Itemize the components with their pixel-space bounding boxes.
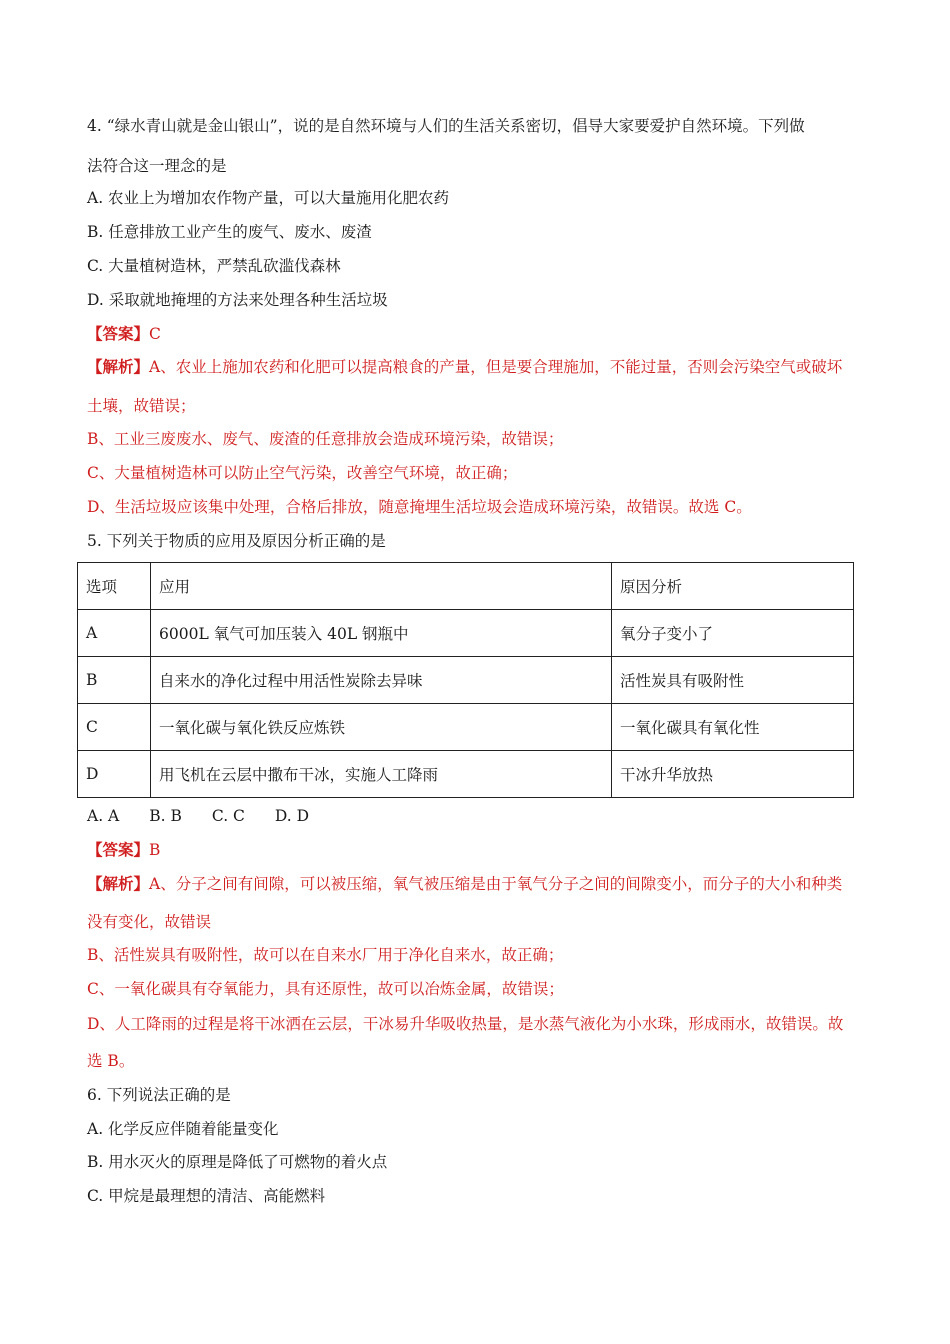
table-header-row xyxy=(78,563,854,610)
row-application: 一氧化碳与氧化铁反应炼铁 xyxy=(151,704,612,751)
row-option: D xyxy=(78,751,151,798)
q5-explanation-line3: B、活性炭具有吸附性，故可以在自来水厂用于净化自来水，故正确； xyxy=(87,946,564,964)
answer-value: C xyxy=(149,325,161,343)
row-application: 6000L 氧气可加压装入 40L 钢瓶中 xyxy=(151,610,612,657)
q5-table xyxy=(77,562,854,798)
header-application: 应用 xyxy=(151,563,612,610)
q5-choices xyxy=(87,806,339,826)
q4-stem-line1: 4. “绿水青山就是金山银山”，说的是自然环境与人们的生活关系密切，倡导大家要爱护自然环境。下列做 xyxy=(87,117,805,135)
answer-value: B xyxy=(149,841,161,859)
row-option: B xyxy=(78,657,151,704)
answer-label: 【答案】 xyxy=(87,840,150,859)
row-reason: 活性炭具有吸附性 xyxy=(612,657,854,704)
table-row xyxy=(78,657,854,704)
choice-d: D. D xyxy=(274,807,310,825)
q4-stem-line2: 法符合这一理念的是 xyxy=(87,157,227,175)
q6-option-c: C. 甲烷是最理想的清洁、高能燃料 xyxy=(87,1187,326,1205)
row-option: C xyxy=(78,704,151,751)
q6-option-b: B. 用水灭火的原理是降低了可燃物的着火点 xyxy=(87,1153,388,1171)
q4-explanation-line2: 土壤，故错误； xyxy=(87,397,196,415)
q4-option-b: B. 任意排放工业产生的废气、废水、废渣 xyxy=(87,223,372,241)
row-reason: 氧分子变小了 xyxy=(612,610,854,657)
q5-answer xyxy=(87,840,160,860)
header-option: 选项 xyxy=(78,563,151,610)
choice-a: A. A xyxy=(87,807,120,825)
explanation-text: A、农业上施加农药和化肥可以提高粮食的产量，但是要合理施加，不能过量，否则会污染空气或破坏 xyxy=(149,358,843,376)
q4-option-a: A. 农业上为增加农作物产量，可以大量施用化肥农药 xyxy=(87,189,450,207)
q4-explanation-line4: C、大量植树造林可以防止空气污染，改善空气环境，故正确； xyxy=(87,464,518,482)
q4-explanation-line5: D、生活垃圾应该集中处理，合格后排放，随意掩埋生活垃圾会造成环境污染，故错误。故选 C。 xyxy=(87,498,752,516)
table-row xyxy=(78,610,854,657)
row-reason: 一氧化碳具有氧化性 xyxy=(612,704,854,751)
q5-explanation-line1 xyxy=(87,874,842,894)
q4-option-d: D. 采取就地掩埋的方法来处理各种生活垃圾 xyxy=(87,291,388,309)
row-option: A xyxy=(78,610,151,657)
q5-explanation-line5: D、人工降雨的过程是将干冰洒在云层，干冰易升华吸收热量，是水蒸气液化为小水珠，形成雨水，故错误。故 xyxy=(87,1015,844,1033)
header-reason: 原因分析 xyxy=(612,563,854,610)
answer-label: 【答案】 xyxy=(87,324,150,343)
q5-stem: 5. 下列关于物质的应用及原因分析正确的是 xyxy=(87,532,386,550)
q4-explanation-line1 xyxy=(87,357,842,377)
q4-option-c: C. 大量植树造林，严禁乱砍滥伐森林 xyxy=(87,257,341,275)
row-application: 自来水的净化过程中用活性炭除去异味 xyxy=(151,657,612,704)
row-reason: 干冰升华放热 xyxy=(612,751,854,798)
table-row xyxy=(78,751,854,798)
q5-explanation-line4: C、一氧化碳具有夺氧能力，具有还原性，故可以冶炼金属，故错误； xyxy=(87,980,564,998)
explanation-text: A、分子之间有间隙，可以被压缩，氧气被压缩是由于氧气分子之间的间隙变小，而分子的大小和种类 xyxy=(149,875,843,893)
q5-explanation-line6: 选 B。 xyxy=(87,1052,135,1070)
q6-option-a: A. 化学反应伴随着能量变化 xyxy=(87,1120,279,1138)
q4-answer xyxy=(87,324,161,344)
explanation-label: 【解析】 xyxy=(87,874,150,893)
q4-explanation-line3: B、工业三废废水、废气、废渣的任意排放会造成环境污染，故错误； xyxy=(87,430,564,448)
q6-stem: 6. 下列说法正确的是 xyxy=(87,1086,231,1104)
choice-c: C. C xyxy=(211,807,245,825)
explanation-label: 【解析】 xyxy=(87,357,150,376)
q5-explanation-line2: 没有变化，故错误 xyxy=(87,913,212,931)
table-row xyxy=(78,704,854,751)
row-application: 用飞机在云层中撒布干冰，实施人工降雨 xyxy=(151,751,612,798)
choice-b: B. B xyxy=(149,807,182,825)
